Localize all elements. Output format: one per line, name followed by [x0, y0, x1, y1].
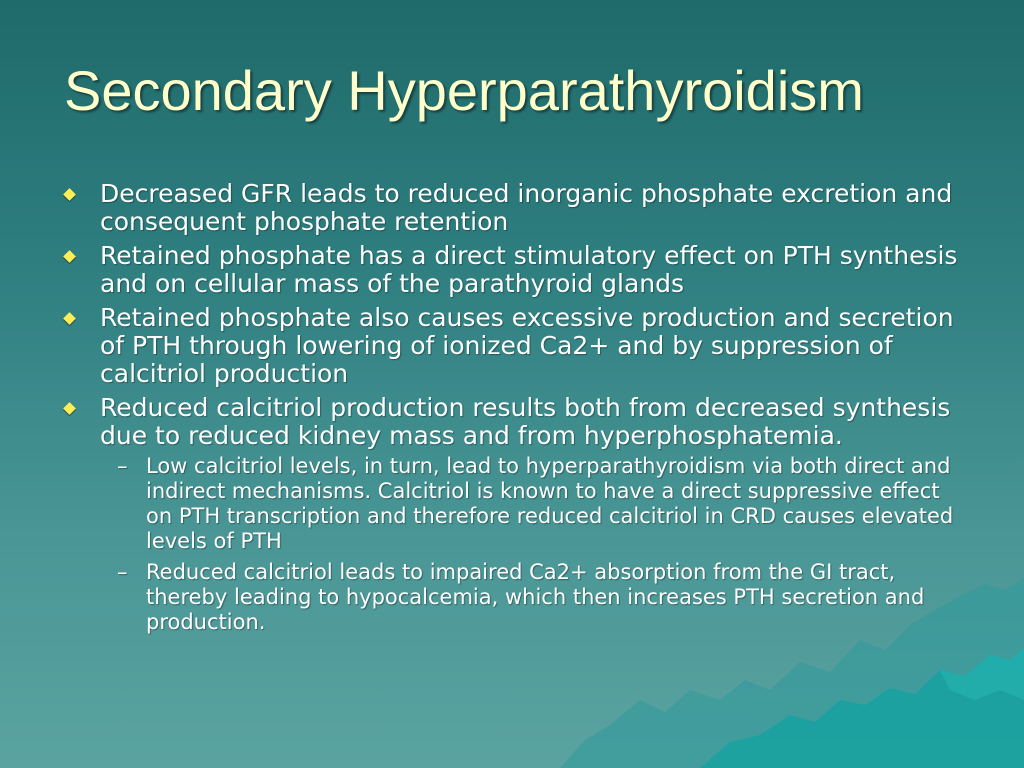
bullet-list: [58, 180, 958, 641]
slide-title: Secondary Hyperparathyroidism: [64, 59, 864, 122]
sub-bullet-text: Low calcitriol levels, in turn, lead to hyperparathyroidism via both direct and indirect mechanisms. Calcitriol is known to have a direct suppressive effect on PTH transcription and therefore reduced calcitriol in CRD causes elevated levels of PTH: [146, 454, 954, 553]
bullet-item: [58, 394, 958, 635]
dash-marker: –: [117, 560, 128, 584]
dash-marker: –: [117, 454, 128, 478]
bullet-text: Retained phosphate also causes excessive production and secretion of PTH through lowering of ionized Ca2+ and by suppression of calcitriol production: [100, 303, 954, 388]
bullet-item: [58, 242, 958, 298]
bullet-text: Decreased GFR leads to reduced inorganic phosphate excretion and consequent phosphate retention: [100, 179, 953, 236]
sub-bullet-list: [100, 454, 958, 635]
bullet-text: Retained phosphate has a direct stimulatory effect on PTH synthesis and on cellular mass of the parathyroid glands: [100, 241, 958, 298]
sub-bullet-item: [100, 454, 958, 554]
diamond-bullet-icon: [63, 250, 76, 263]
diamond-bullet-icon: [63, 188, 76, 201]
bullet-item: [58, 180, 958, 236]
sub-bullet-item: [100, 560, 958, 635]
bullet-text: Reduced calcitriol production results both from decreased synthesis due to reduced kidney mass and from hyperphosphatemia.: [100, 393, 951, 450]
sub-bullet-text: Reduced calcitriol leads to impaired Ca2+ absorption from the GI tract, thereby leading to hypocalcemia, which then increases PTH secretion and production.: [146, 560, 925, 634]
diamond-bullet-icon: [63, 312, 76, 325]
bullet-item: [58, 304, 958, 388]
diamond-bullet-icon: [63, 402, 76, 415]
